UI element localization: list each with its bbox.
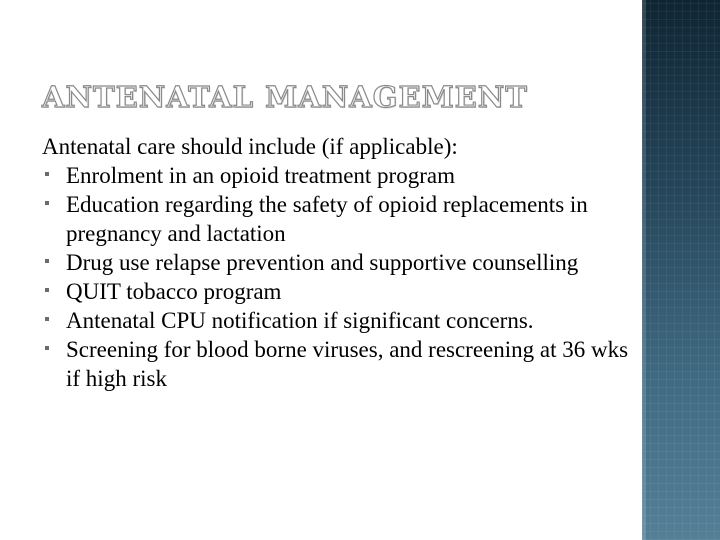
square-bullet-icon — [45, 317, 49, 321]
intro-text: Antenatal care should include (if applicable): — [42, 134, 458, 159]
bullet-item-cpu-notification — [42, 306, 632, 335]
bullet-text: QUIT tobacco program — [66, 279, 282, 304]
bullet-text: Drug use relapse prevention and supportive counselling — [66, 250, 579, 275]
decorative-side-panel — [642, 0, 720, 540]
bullet-text: Antenatal CPU notification if significant concerns. — [66, 308, 534, 333]
bullet-item-relapse-prevention — [42, 248, 632, 277]
bullet-item-quit-tobacco — [42, 277, 632, 306]
square-bullet-icon — [45, 259, 49, 263]
bullet-list — [42, 161, 632, 393]
square-bullet-icon — [45, 172, 49, 176]
bullet-item-screening — [42, 335, 632, 393]
square-bullet-icon — [45, 346, 49, 350]
slide-body — [42, 130, 632, 393]
bullet-item-enrolment — [42, 161, 632, 190]
bullet-item-education — [42, 190, 632, 248]
bullet-text: Education regarding the safety of opioid replacements in pregnancy and lactation — [66, 192, 588, 246]
slide-title: ANTENATAL MANAGEMENT — [42, 80, 528, 114]
bullet-text: Screening for blood borne viruses, and rescreening at 36 wks if high risk — [66, 337, 629, 391]
square-bullet-icon — [45, 201, 49, 205]
bullet-text: Enrolment in an opioid treatment program — [66, 163, 455, 188]
square-bullet-icon — [45, 288, 49, 292]
